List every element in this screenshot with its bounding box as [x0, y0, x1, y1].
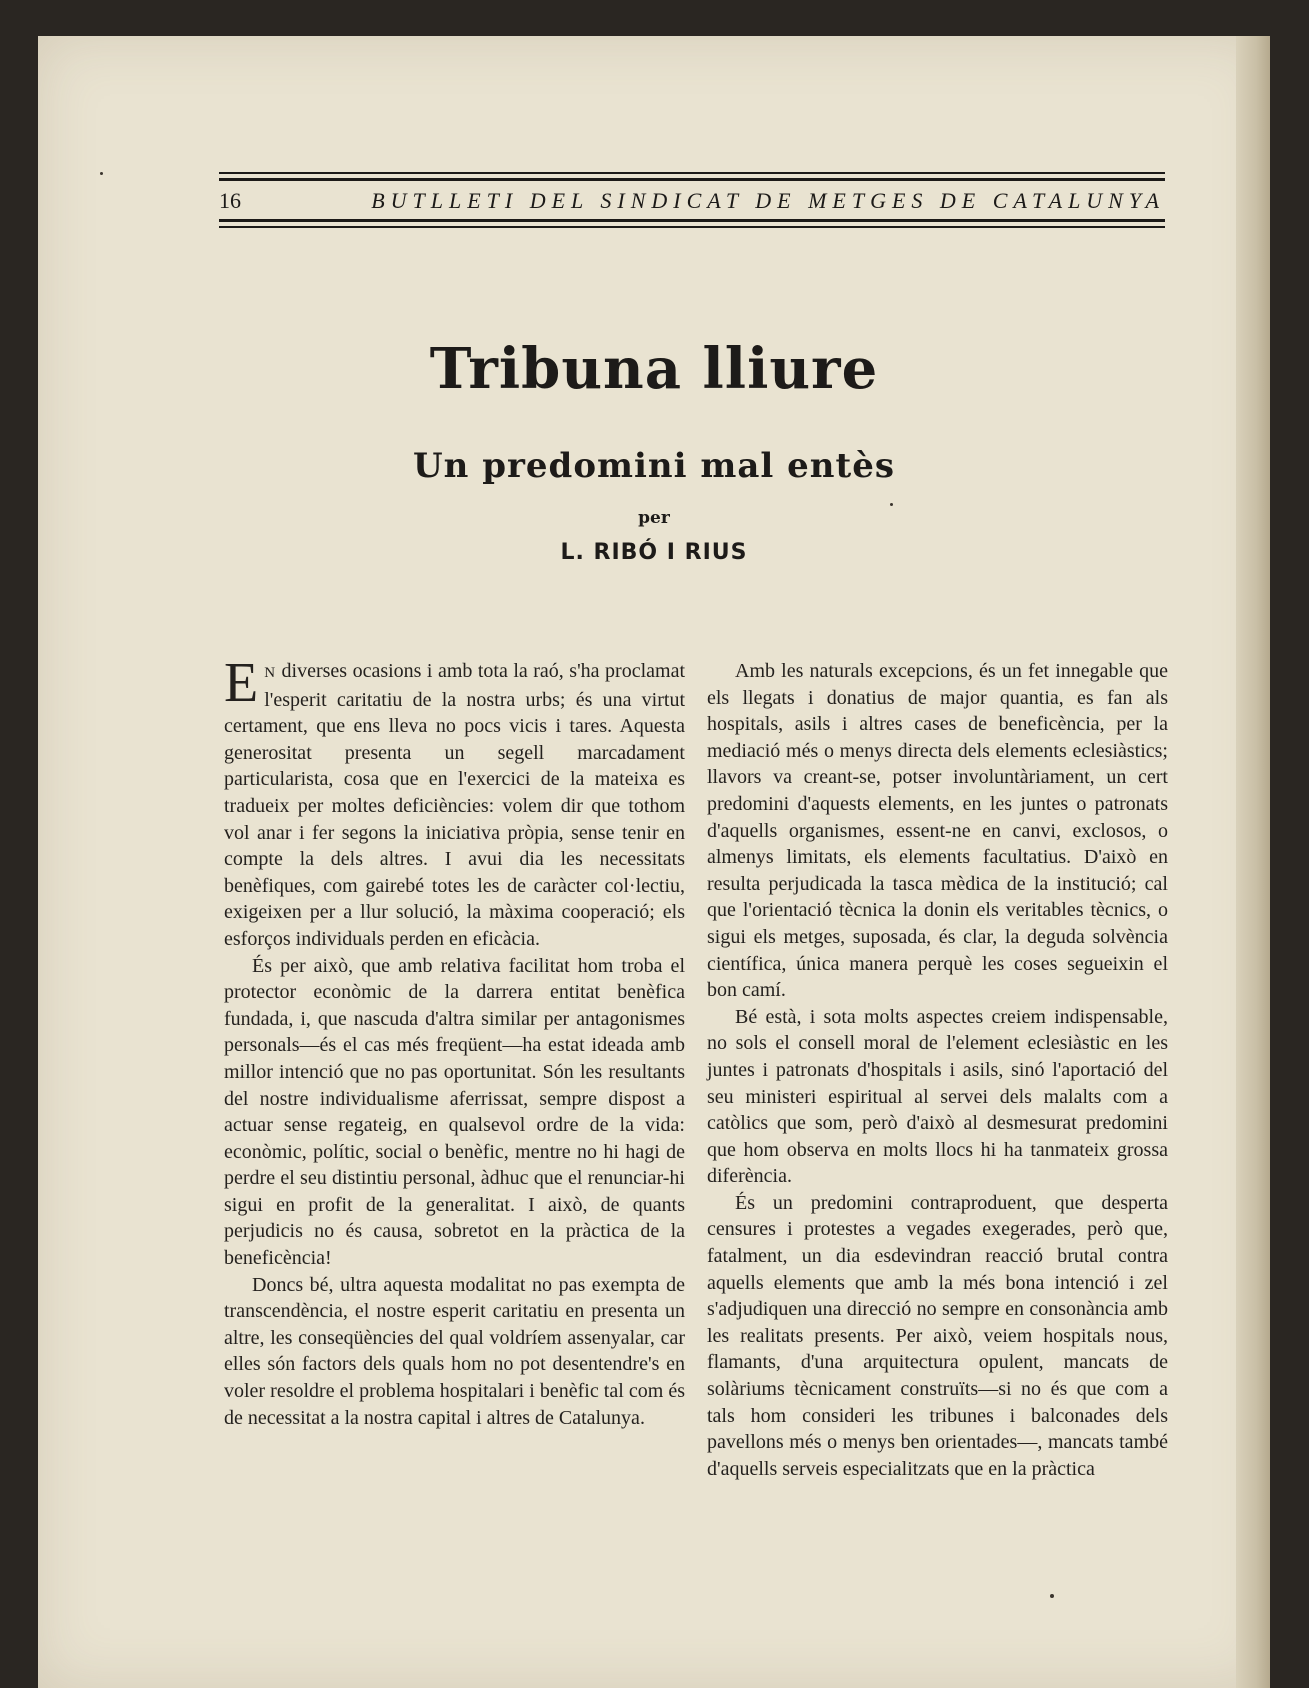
header-rule-bottom-thin: [219, 226, 1165, 228]
byline-per: per: [638, 508, 670, 528]
paragraph-left-3: Doncs bé, ultra aquesta modalitat no pas exempta de transcendència, el nostre esperit caritatiu en presenta un altre, les conseqüències del qual voldríem assenyalar, car elles són factors dels quals hom no pot desentendre's en voler resoldre el problema hospitalari i benèfic tal com és de necessitat a la nostra capital i altres de Catalunya.: [224, 1273, 685, 1429]
journal-title: BUTLLETI DEL SINDICAT DE METGES DE CATALUNYA: [371, 188, 1165, 213]
left-column: [224, 652, 685, 1431]
page-number: 16: [219, 188, 241, 213]
scan-speck: [100, 172, 103, 175]
paragraph-right-1: Amb les naturals excepcions, és un fet innegable que els llegats i donatius de major quantia, es fan als hospitals, asils i altres cases de beneficència, per la mediació més o menys directa dels elements eclesiàstics; llavors va creant-se, potser involuntàriament, un cert predomini d'aquests elements, en les juntes o patronats d'aquells organismes, essent-ne en canvi, exclosos, o almenys limitats, els elements facultatius. D'això en resulta perjudicada la tasca mèdica de la institució; cal que l'orientació tècnica la donin els veritables tècnics, o sigui els metges, suposada, és clar, la deguda solvència científica, única manera perquè les coses segueixin el bon camí.: [707, 660, 1168, 1002]
scan-speck: [890, 503, 893, 506]
paragraph-left-2: És per això, que amb relativa facilitat hom troba el protector econòmic de la darrera entitat benèfica fundada, i, que nascuda d'altra similar per antagonismes personals—és el cas més freqüent—ha estat ideada amb millor intenció que no pas oportunitat. Són les resultants del nostre individualisme aferrissat, sempre dispost a actuar sense regateig, en qualsevol ordre de la vida: econòmic, polític, social o benèfic, mentre no hi hagi de perdre el seu distintiu personal, àdhuc que el renunciar-hi sigui en profit de la generalitat. I això, de quants perjudicis no és causa, sobretot en la pràctica de la beneficència!: [224, 954, 685, 1270]
scan-speck: [1050, 1594, 1054, 1598]
header-rule-top-thin: [219, 172, 1165, 174]
running-header: [219, 136, 1165, 230]
paragraph-right-3: És un predomini contraproduent, que desperta censures i protestes a vegades exegerades, però que, fatalment, un dia esdevindran reacció brutal contra aquells elements que amb la més bona intenció i zel s'adjudiquen una direcció no sempre en consonància amb les realitats presents. Per això, veiem hospitals nous, flamants, d'una arquitectura opulent, mancats de solàriums tècnicament construïts—si no és que com a tals hom consideri les tribunes i balconades dels pavellons més o menys ben orientades—, mancats també d'aquells serveis especialitzats que en la pràctica: [707, 1191, 1168, 1480]
paragraph-left-1-text: diverses ocasions i amb tota la raó, s'ha proclamat l'esperit caritatiu de la nostra urbs; és una virtut certament, que ens lleva no pocs vicis i tares. Aquesta generositat presenta un segell marcadament particularista, cosa que en l'exercici de la mateixa es tradueix per moltes deficiències: volem dir que tothom vol anar i fer segons la iniciativa pròpia, sense tenir en compte la dels altres. I avui dia les necessitats benèfiques, com gairebé totes les de caràcter col·lectiu, exigeixen per a llur solució, la màxima cooperació; els esforços individuals perden en eficàcia.: [224, 660, 685, 950]
article-title: Tribuna lliure: [429, 336, 879, 402]
header-rule-bottom-thick: [219, 219, 1165, 222]
article-author: L. RIBÓ I RIUS: [560, 540, 748, 565]
right-column: [707, 658, 1168, 1482]
paragraph-left-1: [224, 652, 685, 953]
page-gutter-shadow: [1236, 36, 1270, 1688]
article-subtitle: Un predomini mal entès: [413, 446, 895, 486]
scanned-page: [38, 36, 1270, 1688]
drop-cap: E: [224, 652, 259, 714]
paragraph-right-2: Bé està, i sota molts aspectes creiem indispensable, no sols el consell moral de l'element eclesiàstic en les juntes i patronats d'hospitals i asils, sinó l'aportació del seu ministeri espiritual al servei dels malalts com a catòlics que som, però d'això al desmesurat predomini que hom observa en molts llocs hi ha tanmateix grossa diferència.: [707, 1005, 1168, 1188]
first-word-rest: N: [264, 665, 277, 681]
header-rule-top-thick: [219, 178, 1165, 181]
header-text-line: [219, 188, 1165, 214]
